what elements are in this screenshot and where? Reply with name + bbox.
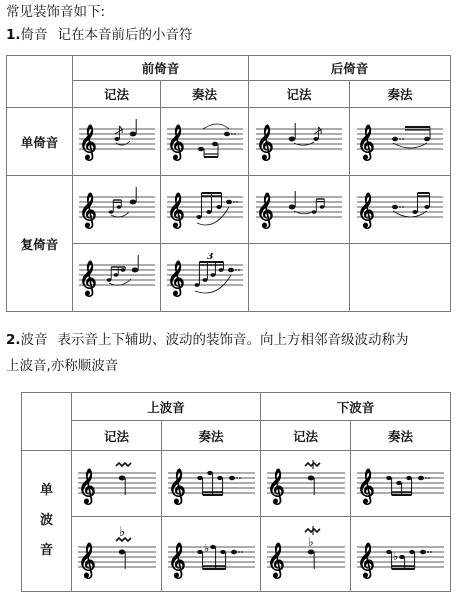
- performance-cell: [161, 176, 249, 244]
- treble-clef-icon: 𝄞: [256, 124, 274, 160]
- lower-mordent-flat-performance: [353, 525, 448, 583]
- notation-cell: [249, 108, 350, 176]
- treble-clef-icon: 𝄞: [266, 543, 285, 578]
- performance-cell: [162, 517, 261, 592]
- section1-desc: 记在本音前后的小音符: [57, 27, 193, 43]
- lower-mordent-performance: [353, 459, 448, 509]
- table1-subcol-header: 记法: [73, 81, 161, 108]
- intro-text: 常见装饰音如下:: [6, 4, 106, 20]
- table2-subcol-header: 奏法: [162, 421, 261, 451]
- table1-group-header: 前倚音: [73, 56, 249, 81]
- table2-subcol-header: 记法: [261, 421, 351, 451]
- treble-clef-icon: 𝄞: [266, 468, 285, 504]
- single-before-notation: [75, 117, 159, 167]
- table1-subcol-header: 奏法: [161, 81, 249, 108]
- treble-clef-icon: 𝄞: [78, 260, 97, 296]
- lower-mordent-notation: [263, 459, 349, 509]
- flat-icon: ♭: [307, 535, 314, 549]
- double-after-notation: [252, 185, 346, 235]
- lower-mordent-flat-notation: [263, 525, 349, 583]
- upper-mordent-flat-performance: [164, 525, 259, 583]
- notation-cell: [261, 517, 351, 592]
- treble-clef-icon: 𝄞: [166, 260, 185, 296]
- table2-group-header: 上波音: [72, 393, 261, 421]
- notation-cell: [73, 108, 161, 176]
- flat-icon: ♭: [393, 550, 399, 563]
- section2-title: 波音: [20, 332, 48, 348]
- treble-clef-icon: 𝄞: [166, 124, 185, 160]
- performance-cell: [162, 451, 261, 517]
- flat-icon: ♭: [118, 525, 125, 540]
- performance-cell: [161, 108, 249, 176]
- flat-icon: ♭: [203, 542, 209, 555]
- treble-clef-icon: 𝄞: [78, 124, 97, 160]
- table1-corner: [7, 56, 73, 108]
- section1-heading: [6, 26, 193, 44]
- double-before-performance: [163, 185, 247, 235]
- notation-cell: [73, 176, 161, 244]
- performance-cell: [351, 451, 451, 517]
- notation-cell: [261, 451, 351, 517]
- empty-cell: [249, 244, 350, 312]
- tuplet-number: 3: [206, 252, 213, 262]
- section1-number: 1.: [6, 27, 21, 43]
- table2-subcol-header: 记法: [72, 421, 162, 451]
- row-label-char: 单: [39, 483, 53, 498]
- table1-row-label: 复倚音: [7, 176, 73, 312]
- table1-subcol-header: 记法: [249, 81, 350, 108]
- triple-before-notation: [75, 253, 159, 303]
- upper-mordent-icon: [116, 463, 131, 466]
- table1-row-label: 单倚音: [7, 108, 73, 176]
- upper-mordent-notation: [74, 459, 160, 509]
- empty-cell: [350, 244, 451, 312]
- treble-clef-icon: 𝄞: [167, 468, 186, 504]
- upper-mordent-performance: [164, 459, 259, 509]
- table2-row-label: [22, 451, 72, 592]
- upper-mordent-icon: [116, 538, 131, 541]
- performance-cell: [161, 244, 249, 312]
- single-after-notation: [252, 117, 346, 167]
- section2-heading: [6, 331, 409, 349]
- treble-clef-icon: 𝄞: [77, 543, 96, 578]
- table1-group-header: 后倚音: [249, 56, 451, 81]
- table2-corner: [22, 393, 72, 451]
- section2-number: 2.: [6, 332, 21, 348]
- performance-cell: [350, 108, 451, 176]
- row-label-char: 音: [39, 543, 53, 558]
- table2-subcol-header: 奏法: [351, 421, 451, 451]
- notation-cell: [249, 176, 350, 244]
- treble-clef-icon: 𝄞: [166, 192, 185, 228]
- section2-desc: 表示音上下辅助、波动的装饰音。向上方相邻音级波动称为: [57, 332, 409, 348]
- mordent-table: [21, 392, 451, 592]
- upper-mordent-flat-notation: [74, 525, 160, 583]
- treble-clef-icon: 𝄞: [357, 543, 375, 578]
- treble-clef-icon: 𝄞: [256, 192, 274, 228]
- grace-note-table: [6, 55, 451, 312]
- table2-group-header: 下波音: [261, 393, 451, 421]
- row-label-char: 波: [39, 513, 53, 528]
- treble-clef-icon: 𝄞: [357, 192, 375, 228]
- notation-cell: [72, 517, 162, 592]
- treble-clef-icon: 𝄞: [77, 468, 96, 504]
- performance-cell: [350, 176, 451, 244]
- single-before-performance: [163, 117, 247, 167]
- triple-before-performance: [163, 253, 247, 303]
- treble-clef-icon: 𝄞: [78, 192, 97, 228]
- double-before-notation: [75, 185, 159, 235]
- double-after-performance: [353, 185, 447, 235]
- notation-cell: [72, 451, 162, 517]
- section1-title: 倚音: [20, 27, 48, 43]
- single-after-performance: [353, 117, 447, 167]
- notation-cell: [73, 244, 161, 312]
- section2-desc-continued: 上波音,亦称顺波音: [6, 358, 119, 374]
- treble-clef-icon: 𝄞: [357, 468, 375, 504]
- performance-cell: [351, 517, 451, 592]
- treble-clef-icon: 𝄞: [167, 543, 186, 578]
- table1-subcol-header: 奏法: [350, 81, 451, 108]
- treble-clef-icon: 𝄞: [357, 124, 375, 160]
